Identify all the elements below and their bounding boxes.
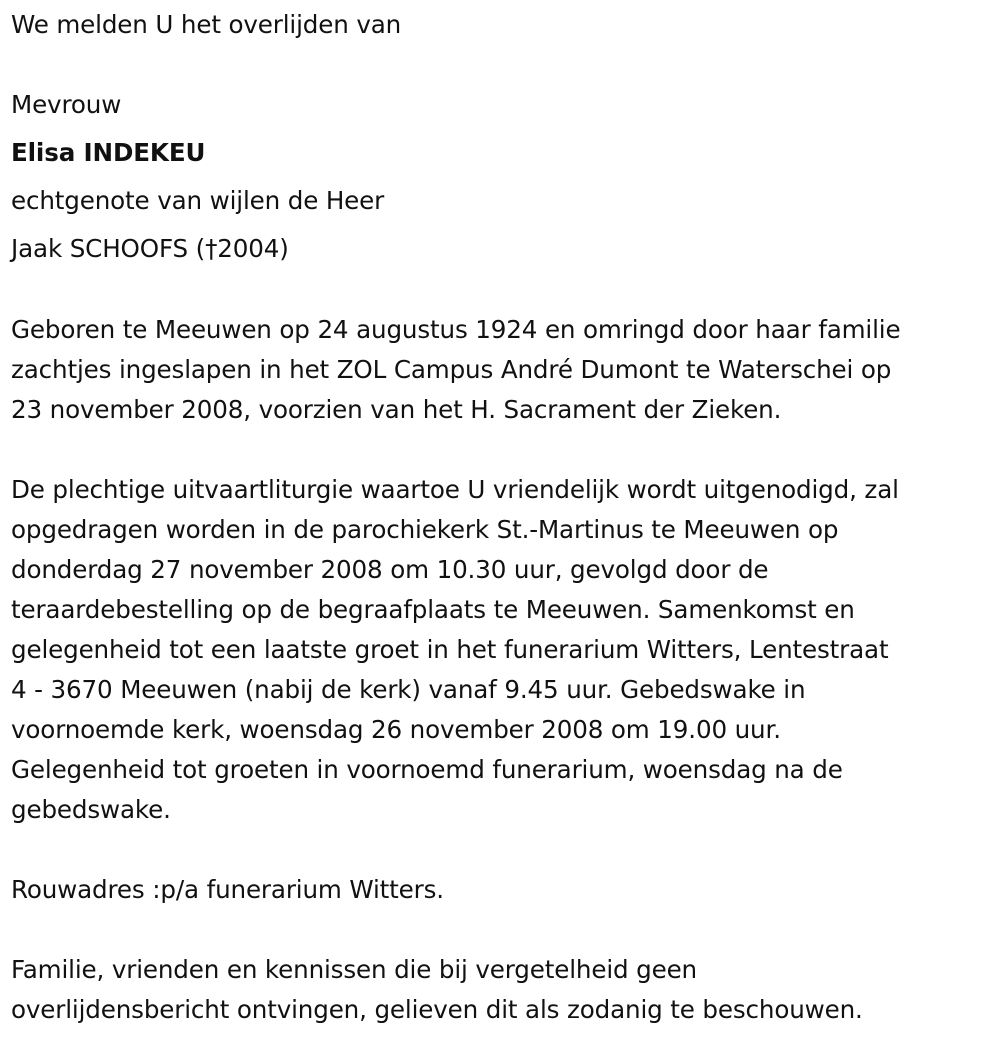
deceased-name: Elisa INDEKEU: [11, 138, 206, 167]
paragraph-line: Geboren te Meeuwen op 24 augustus 1924 en omringd door haar familie: [11, 315, 901, 344]
paragraph-line: Gelegenheid tot groeten in voornoemd funerarium, woensdag na de: [11, 755, 843, 784]
paragraph-line: gebedswake.: [11, 795, 171, 824]
paragraph-line: teraardebestelling op de begraafplaats te Meeuwen. Samenkomst en: [11, 595, 855, 624]
mourning-address: Rouwadres :p/a funerarium Witters.: [11, 875, 444, 904]
paragraph-line: 4 - 3670 Meeuwen (nabij de kerk) vanaf 9.45 uur. Gebedswake in: [11, 675, 806, 704]
paragraph-line: overlijdensbericht ontvingen, gelieven dit als zodanig te beschouwen.: [11, 995, 863, 1024]
intro-text: We melden U het overlijden van: [11, 10, 402, 39]
address-paragraph: [11, 870, 444, 910]
relation-text: echtgenote van wijlen de Heer: [11, 186, 385, 215]
paragraph-line: zachtjes ingeslapen in het ZOL Campus André Dumont te Waterschei op: [11, 355, 892, 384]
paragraph-line: De plechtige uitvaartliturgie waartoe U vriendelijk wordt uitgenodigd, zal: [11, 475, 899, 504]
closing-paragraph: [11, 950, 863, 1030]
paragraph-line: Familie, vrienden en kennissen die bij vergetelheid geen: [11, 955, 697, 984]
paragraph-line: 23 november 2008, voorzien van het H. Sacrament der Zieken.: [11, 395, 782, 424]
paragraph-line: donderdag 27 november 2008 om 10.30 uur, gevolgd door de: [11, 555, 769, 584]
spouse-name: Jaak SCHOOFS (†2004): [11, 234, 289, 263]
paragraph-line: voornoemde kerk, woensdag 26 november 2008 om 19.00 uur.: [11, 715, 781, 744]
paragraph-line: opgedragen worden in de parochiekerk St.-Martinus te Meeuwen op: [11, 515, 839, 544]
salutation: Mevrouw: [11, 90, 122, 119]
funeral-paragraph: [11, 470, 899, 830]
birth-paragraph: [11, 310, 900, 430]
paragraph-line: gelegenheid tot een laatste groet in het funerarium Witters, Lentestraat: [11, 635, 889, 664]
